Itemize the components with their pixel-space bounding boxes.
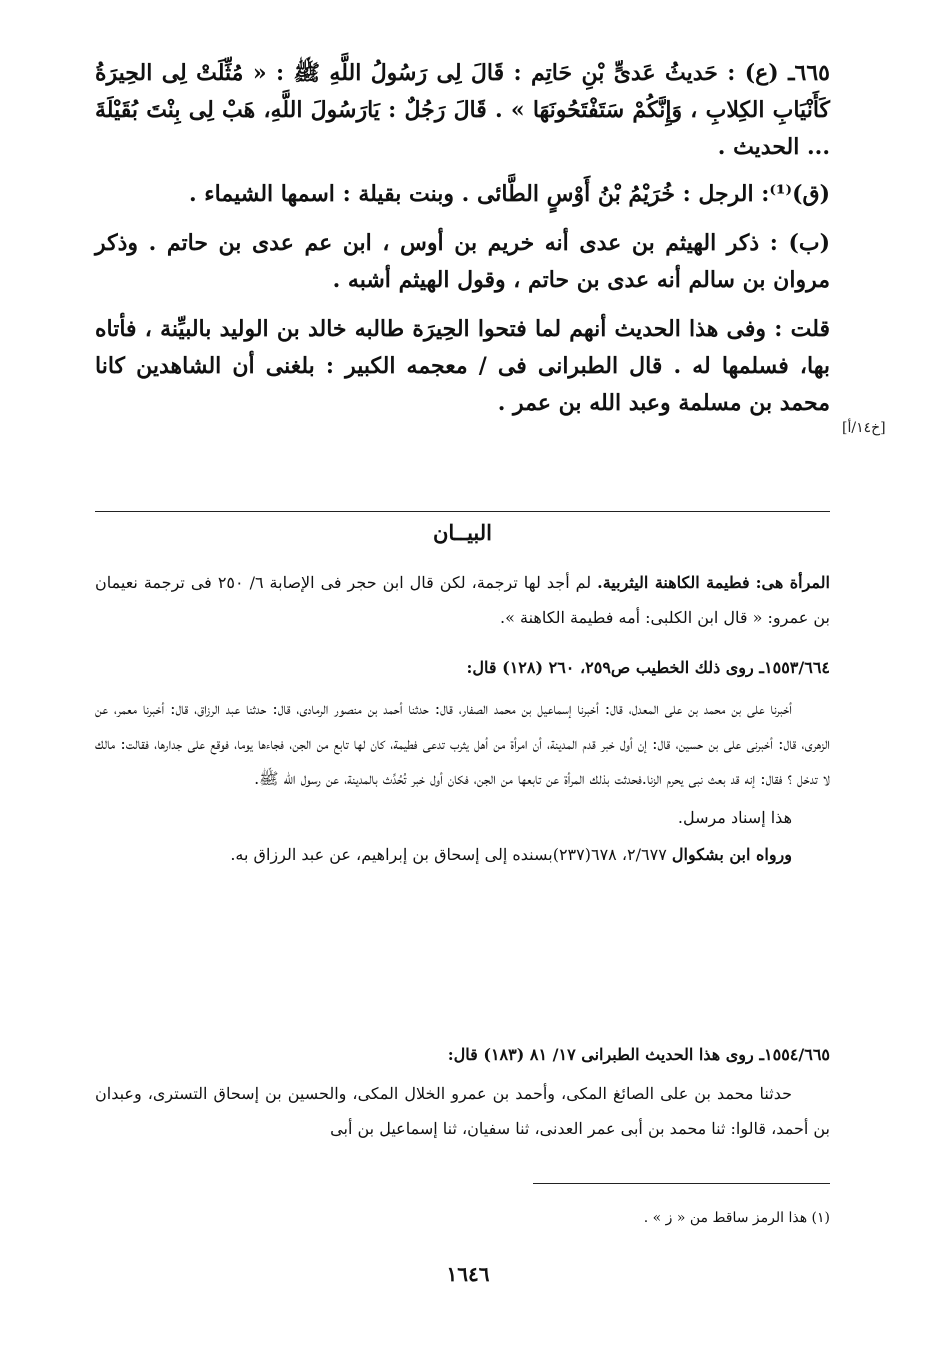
footnote-rule	[533, 1183, 830, 1184]
woman-name: فطيمة الكاهنة اليثربية.	[597, 573, 750, 592]
bashkuwal-label: ورواه ابن بشكوال	[671, 845, 792, 864]
hadith-665: ٦٦٥ـ (ع) : حَديثُ عَدىٍّ بْنِ حَاتِم : قَالَ لِى رَسُولُ اللَّهِ ﷺ : « مُثِّلَتْ لِى الحِيرَةُ كَأَنْيَابِ الكِلابِ ، وَإِنَّكُمْ سَتَفْتَحُونَهَا » . قَالَ رَجُلٌ : يَارَسُولَ اللَّهِ، هَبْ لِى بِنْتَ بُقَيْلَةَ ... الحديث .	[95, 60, 830, 160]
divider-rule	[95, 511, 830, 512]
hadith-1554-text: حدثنا محمد بن على الصائغ المكى، وأحمد بن عمرو الخلال المكى، والحسين بن إسحاق التسترى، وعبدان بن أحمد، قالوا: ثنا محمد بن أبى عمر العدنى، ثنا سفيان، ثنا إسماعيل بن أبى	[95, 1084, 830, 1138]
page-number: ١٦٤٦	[446, 1262, 490, 1286]
isnad-note: هذا إسناد مرسل.	[677, 808, 792, 827]
hadith-1553-text: أخبرنا على بن محمد بن على المعدل، قال: أخبرنا إسماعيل بن محمد الصفار، قال: حدثنا أحمد بن منصور الرمادى، قال: حدثنا عبد الرزاق، قال: أخبرنا معمر، عن الزهرى، قال: أخبرنى على بن حسين، قال: إن أول خبر قدم المدينة، أن امرأة من أهل يثرب تدعى فطيمة، كان لها تابع من الجن، فجاءها يوما، فوقع على جدارها، فقالت: مالك لا تدخل ؟ فقال: إنه قد بعث نبى يحرم الزنا.فحدثت بذلك المرأة عن تابعها من الجن، فكان أول خبر تُحُدِّث بالمدينة، عن رسول الله ﷺ.	[95, 699, 830, 788]
note-b: (ب) : ذكر الهيثم بن عدى أنه خريم بن أوس ، ابن عم عدى بن حاتم . وذكر مروان بن سالم أنه عدى بن حاتم ، وقول الهيثم أشبه .	[95, 230, 830, 293]
bashkuwal-text: ٢/٦٧٧، ٦٧٨(٢٣٧)بسنده إلى إسحاق بن إبراهيم، عن عبد الرزاق به.	[230, 845, 667, 864]
hadith-1553	[95, 650, 830, 872]
woman-text: لم أجد لها ترجمة، لكن قال ابن حجر فى الإصابة ٦/ ٢٥٠ فى ترجمة نعيمان بن عمرو: « قال ابن الكلبى: أمه فطيمة الكاهنة ».	[95, 573, 830, 627]
bayan-woman	[95, 565, 830, 635]
hadith-1554	[95, 1037, 830, 1146]
note-q: (ق)⁽¹⁾: الرجل : خُرَيْمُ بْنُ أَوْسٍ الطَّائى . وبنت بقيلة : اسمها الشيماء .	[188, 181, 830, 207]
qult-paragraph: قلت : وفى هذا الحديث أنهم لما فتحوا الحِيرَة طالبه خالد بن الوليد بالبيِّنة ، فأتاه بها، فسلمها له . قال الطبرانى فى / معجمه الكبير : بلغنى أن الشاهدين كانا محمد بن مسلمة وعبد الله بن عمر .	[95, 316, 830, 416]
margin-manuscript-note: [خ١٤/أ]	[842, 420, 886, 436]
footnote: (١) هذا الرمز ساقط من « ز » .	[643, 1210, 830, 1226]
hadith-1554-heading: ١٥٥٤/٦٦٥ـ روى هذا الحديث الطبرانى ١٧/ ٨١ (١٨٣) قال:	[447, 1045, 830, 1064]
main-text	[95, 55, 830, 422]
woman-label: المرأة هى:	[755, 573, 830, 592]
bayan-title: البيــان	[432, 520, 493, 545]
bashkuwal-note	[95, 837, 830, 872]
hadith-1553-heading: ١٥٥٣/٦٦٤ـ روى ذلك الخطيب ص٢٥٩، ٢٦٠ (١٢٨) قال:	[466, 658, 830, 677]
